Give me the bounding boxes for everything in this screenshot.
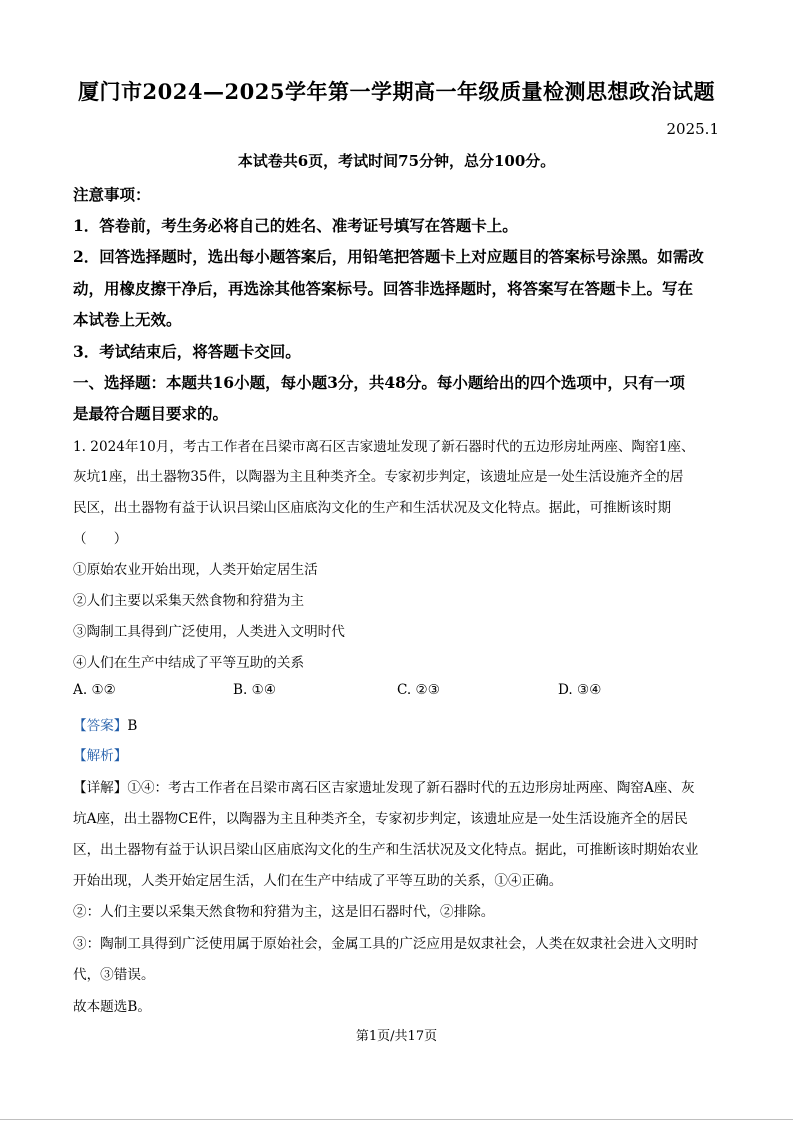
question-stem-line-1: 1. 2024年10月，考古工作者在吕梁市离石区吉家遗址发现了新石器时代的五边形房址两座、陶窑1座、 (73, 439, 695, 455)
option-c: C. ②③ (397, 682, 440, 698)
option-a: A. ①② (73, 682, 116, 698)
option-b: B. ①④ (233, 682, 277, 698)
detail-line-5: ②：人们主要以采集天然食物和狩猎为主，这是旧石器时代，②排除。 (73, 904, 495, 920)
page-bottom-divider (0, 1119, 793, 1120)
statement-4: ④人们在生产中结成了平等互助的关系 (73, 655, 305, 671)
question-stem-line-3: 民区，出土器物有益于认识吕梁山区庙底沟文化的生产和生活状况及文化特点。据此，可推断该时期 (73, 500, 672, 516)
notice-item-2-line-1: 2．回答选择题时，选出每小题答案后，用铅笔把答题卡上对应题目的答案标号涂黑。如需改 (73, 247, 704, 266)
statement-2: ②人们主要以采集天然食物和狩猎为主 (73, 593, 305, 609)
option-d: D. ③④ (558, 682, 602, 698)
notice-item-3: 3．考试结束后，将答题卡交回。 (73, 342, 301, 361)
detail-line-1 (73, 776, 695, 796)
statement-3: ③陶制工具得到广泛使用，人类进入文明时代 (73, 624, 345, 640)
detail-line-6: ③：陶制工具得到广泛使用属于原始社会，金属工具的广泛应用是奴隶社会，人类在奴隶社会进入文明时 (73, 936, 699, 952)
answer-line (73, 714, 137, 734)
exam-info: 本试卷共6页，考试时间75分钟，总分100分。 (237, 152, 556, 170)
detail-tag: 【详解】 (73, 780, 128, 796)
question-stem-line-2: 灰坑1座，出土器物35件，以陶器为主且种类齐全。专家初步判定，该遗址应是一处生活设施齐全的居 (73, 469, 684, 485)
section-heading-line-2: 是最符合题目要求的。 (73, 404, 229, 423)
conclusion: 故本题选B。 (73, 999, 151, 1015)
detail-line-3: 区，出土器物有益于认识吕梁山区庙底沟文化的生产和生活状况及文化特点。据此，可推断该时期始农业 (73, 842, 699, 858)
detail-line-4: 开始出现，人类开始定居生活，人们在生产中结成了平等互助的关系，①④正确。 (73, 873, 563, 889)
analysis-tag: 【解析】 (73, 748, 128, 764)
statement-1: ①原始农业开始出现，人类开始定居生活 (73, 562, 318, 578)
page-footer: 第1页/共17页 (355, 1029, 438, 1044)
page-title: 厦门市2024—2025学年第一学期高一年级质量检测思想政治试题 (78, 79, 715, 104)
detail-text-1: ①④：考古工作者在吕梁市离石区吉家遗址发现了新石器时代的五边形房址两座、陶窑A座、灰 (127, 780, 695, 796)
section-heading-line-1: 一、选择题：本题共16小题，每小题3分，共48分。每小题给出的四个选项中，只有一项 (73, 373, 685, 392)
detail-line-7: 代，③错误。 (73, 967, 155, 983)
notice-item-2-line-3: 本试卷上无效。 (73, 310, 182, 329)
question-blank: （ ） (73, 531, 128, 547)
exam-date: 2025.1 (666, 120, 719, 138)
notice-item-1: 1．答卷前，考生务必将自己的姓名、准考证号填写在答题卡上。 (73, 216, 518, 235)
detail-line-2: 坑A座，出土器物CE件，以陶器为主且种类齐全，专家初步判定，该遗址应是一处生活设施齐全的居民 (73, 811, 688, 827)
answer-value: B (127, 718, 138, 734)
answer-tag: 【答案】 (73, 718, 128, 734)
notice-item-2-line-2: 动，用橡皮擦干净后，再选涂其他答案标号。回答非选择题时，将答案写在答题卡上。写在 (73, 279, 694, 298)
notice-heading: 注意事项： (73, 185, 151, 204)
